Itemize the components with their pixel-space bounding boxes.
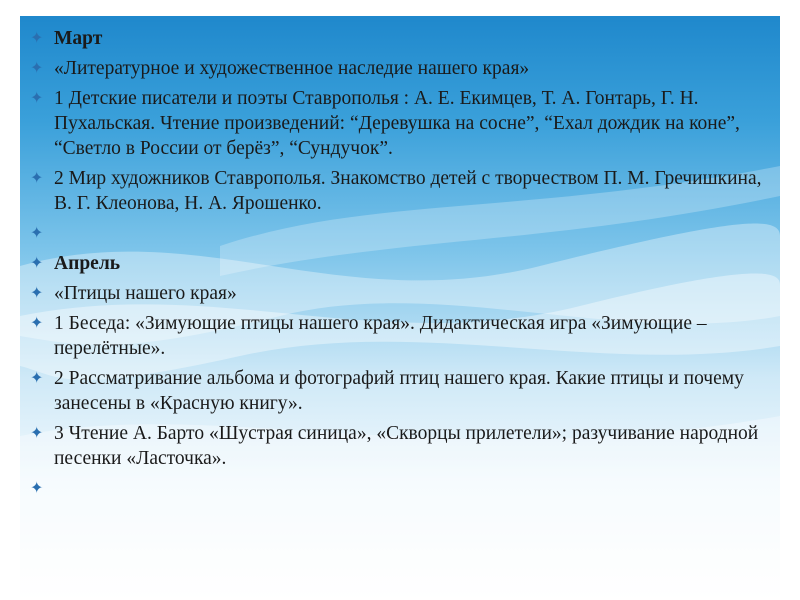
bullet-icon: ✦	[30, 255, 44, 272]
list-item	[30, 311, 778, 361]
bullet-icon: ✦	[30, 60, 44, 77]
bullet-icon: ✦	[30, 285, 44, 302]
list-item	[30, 251, 778, 276]
list-item	[30, 421, 778, 471]
item-text: 3 Чтение А. Барто «Шустрая синица», «Скворцы прилетели»; разучивание народной песенки «Ласточка».	[54, 423, 759, 469]
list-item	[30, 281, 778, 306]
item-text: 2 Мир художников Ставрополья. Знакомство детей с творчеством П. М. Гречишкина, В. Г. Клеонова, Н. А. Ярошенко.	[54, 168, 762, 214]
bullet-icon: ✦	[30, 170, 44, 187]
list-item	[30, 26, 778, 51]
bullet-icon: ✦	[30, 425, 44, 442]
section-heading: Март	[54, 28, 103, 49]
bullet-icon: ✦	[30, 480, 44, 497]
item-text: «Птицы нашего края»	[54, 283, 237, 304]
list-item	[30, 86, 778, 161]
list-item	[30, 366, 778, 416]
list-item	[30, 476, 778, 501]
bullet-icon: ✦	[30, 315, 44, 332]
bullet-icon: ✦	[30, 90, 44, 107]
item-text: 1 Детские писатели и поэты Ставрополья : А. Е. Екимцев, Т. А. Гонтарь, Г. Н. Пухальская. Чтение произведений: “Деревушка на сосне”, “Ехал дождик на коне”, “Светло в России от берёз”, “Сундучок”.	[54, 88, 740, 159]
list-item	[30, 221, 778, 246]
item-text: «Литературное и художественное наследие нашего края»	[54, 58, 530, 79]
bullet-icon: ✦	[30, 30, 44, 47]
item-text: 1 Беседа: «Зимующие птицы нашего края». Дидактическая игра «Зимующие – перелётные».	[54, 313, 707, 359]
list-item	[30, 166, 778, 216]
section-heading: Апрель	[54, 253, 121, 274]
bullet-icon: ✦	[30, 370, 44, 387]
list-item	[30, 56, 778, 81]
bullet-icon: ✦	[30, 225, 44, 242]
slide-content	[30, 26, 778, 506]
item-text: 2 Рассматривание альбома и фотографий птиц нашего края. Какие птицы и почему занесены в «Красную книгу».	[54, 368, 744, 414]
